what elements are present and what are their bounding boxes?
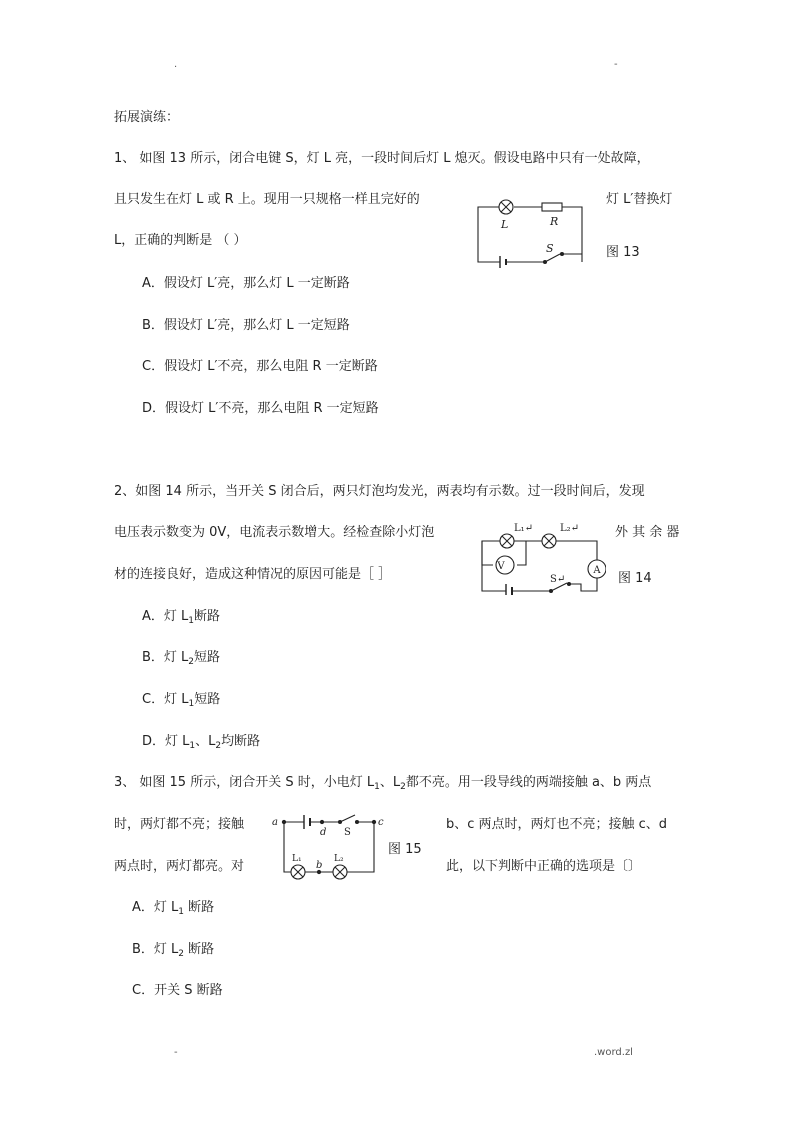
q3-line-1: 3、 如图 15 所示，闭合开关 S 时，小电灯 $L_1$、$L_2$都不亮。用一段导线的两端接触 a、b 两点 bbox=[114, 775, 652, 792]
q1-fig-label-switch: S bbox=[546, 242, 554, 255]
q1-circuit-figure bbox=[470, 188, 595, 270]
q3-fig-label-d: d bbox=[320, 827, 327, 838]
q3-option-a: A．灯 $L_1$ 断路 bbox=[132, 900, 215, 917]
q3-line-2-right: b、c 两点时，两灯也不亮；接触 c、d bbox=[446, 817, 668, 832]
q1-line-3: L，正确的判断是 （ ） bbox=[114, 233, 247, 248]
q2-lamp-2-icon bbox=[542, 534, 556, 548]
q3-line-3-left: 两点时，两灯都亮。对 bbox=[114, 859, 245, 874]
q2-fig-label-voltmeter: V bbox=[497, 561, 505, 572]
q3-line-3-right: 此，以下判断中正确的选项是〔〕 bbox=[446, 859, 642, 874]
q1-fig-label-lamp: L bbox=[501, 218, 509, 231]
q2-circuit-figure bbox=[476, 519, 606, 595]
footer-left-mark: - bbox=[174, 1047, 178, 1058]
q1-fig-label-resistor: R bbox=[550, 215, 559, 228]
q2-fig-label-ammeter: A bbox=[593, 565, 601, 576]
q3-battery-icon bbox=[304, 815, 310, 829]
q2-lamp-1-icon bbox=[500, 534, 514, 548]
q2-option-a: A．灯 $L_1$断路 bbox=[142, 609, 221, 626]
q2-battery-icon bbox=[506, 584, 512, 595]
q1-option-c: C．假设灯 L′不亮，那么电阻 R 一定断路 bbox=[142, 359, 378, 374]
q3-circuit-figure bbox=[270, 808, 395, 888]
q3-lamp-2-icon bbox=[333, 865, 347, 879]
q1-option-d: D．假设灯 L′不亮，那么电阻 R 一定短路 bbox=[142, 401, 379, 416]
q3-fig-label-c: c bbox=[378, 817, 384, 828]
q2-line-1: 2、如图 14 所示，当开关 S 闭合后，两只灯泡均发光，两表均有示数。过一段时间后，发现 bbox=[114, 484, 645, 499]
q3-line-2-left: 时，两灯都不亮；接触 bbox=[114, 817, 245, 832]
q1-line-2-right: 灯 L′替换灯 bbox=[606, 192, 673, 207]
q2-fig-label-switch: S↵ bbox=[550, 574, 566, 585]
q1-line-1: 1、 如图 13 所示，闭合电键 S，灯 L 亮，一段时间后灯 L 熄灭。假设电路中只有一处故障， bbox=[114, 151, 650, 166]
q3-option-c: C．开关 S 断路 bbox=[132, 983, 223, 998]
q2-option-c: C．灯 $L_1$短路 bbox=[142, 692, 221, 709]
q3-fig-label-s: S bbox=[344, 827, 351, 838]
q3-lamp-1-icon bbox=[291, 865, 305, 879]
section-title: 拓展演练： bbox=[114, 110, 180, 125]
q3-fig-label-l1: L₁ bbox=[292, 854, 302, 864]
q3-fig-label-a: a bbox=[272, 817, 278, 828]
q1-lamp-icon bbox=[499, 200, 513, 214]
q3-fig-label-b: b bbox=[316, 860, 323, 871]
q2-figure-caption: 图 14 bbox=[618, 571, 652, 586]
header-right-mark: - bbox=[614, 59, 618, 70]
q2-line-2: 电压表示数变为 0V，电流表示数增大。经检查除小灯泡 bbox=[114, 525, 435, 540]
q3-figure-caption: 图 15 bbox=[388, 842, 422, 857]
q1-option-a: A．假设灯 L′亮，那么灯 L 一定断路 bbox=[142, 276, 350, 291]
q3-option-b: B．灯 $L_2$ 断路 bbox=[132, 942, 215, 959]
q2-line-3: 材的连接良好，造成这种情况的原因可能是［ ］ bbox=[114, 567, 392, 582]
header-left-mark: . bbox=[174, 59, 178, 70]
q3-switch-icon bbox=[339, 815, 359, 824]
q2-option-b: B．灯 $L_2$短路 bbox=[142, 650, 221, 667]
q2-line-2-right: 外 其 余 器 bbox=[615, 525, 680, 540]
q1-option-b: B．假设灯 L′亮，那么灯 L 一定短路 bbox=[142, 318, 350, 333]
q2-option-d: D．灯 $L_1$、$L_2$均断路 bbox=[142, 734, 261, 751]
q1-line-2: 且只发生在灯 L 或 R 上。现用一只规格一样且完好的 bbox=[114, 192, 420, 207]
q1-resistor-icon bbox=[542, 203, 562, 211]
footer-right-mark: .word.zl bbox=[594, 1047, 633, 1058]
q1-battery-icon bbox=[500, 256, 506, 268]
q2-fig-label-l2: L₂↵ bbox=[560, 523, 580, 534]
q1-figure-caption: 图 13 bbox=[606, 245, 640, 260]
q3-fig-label-l2: L₂ bbox=[334, 854, 344, 864]
q2-fig-label-l1: L₁↵ bbox=[514, 523, 534, 534]
